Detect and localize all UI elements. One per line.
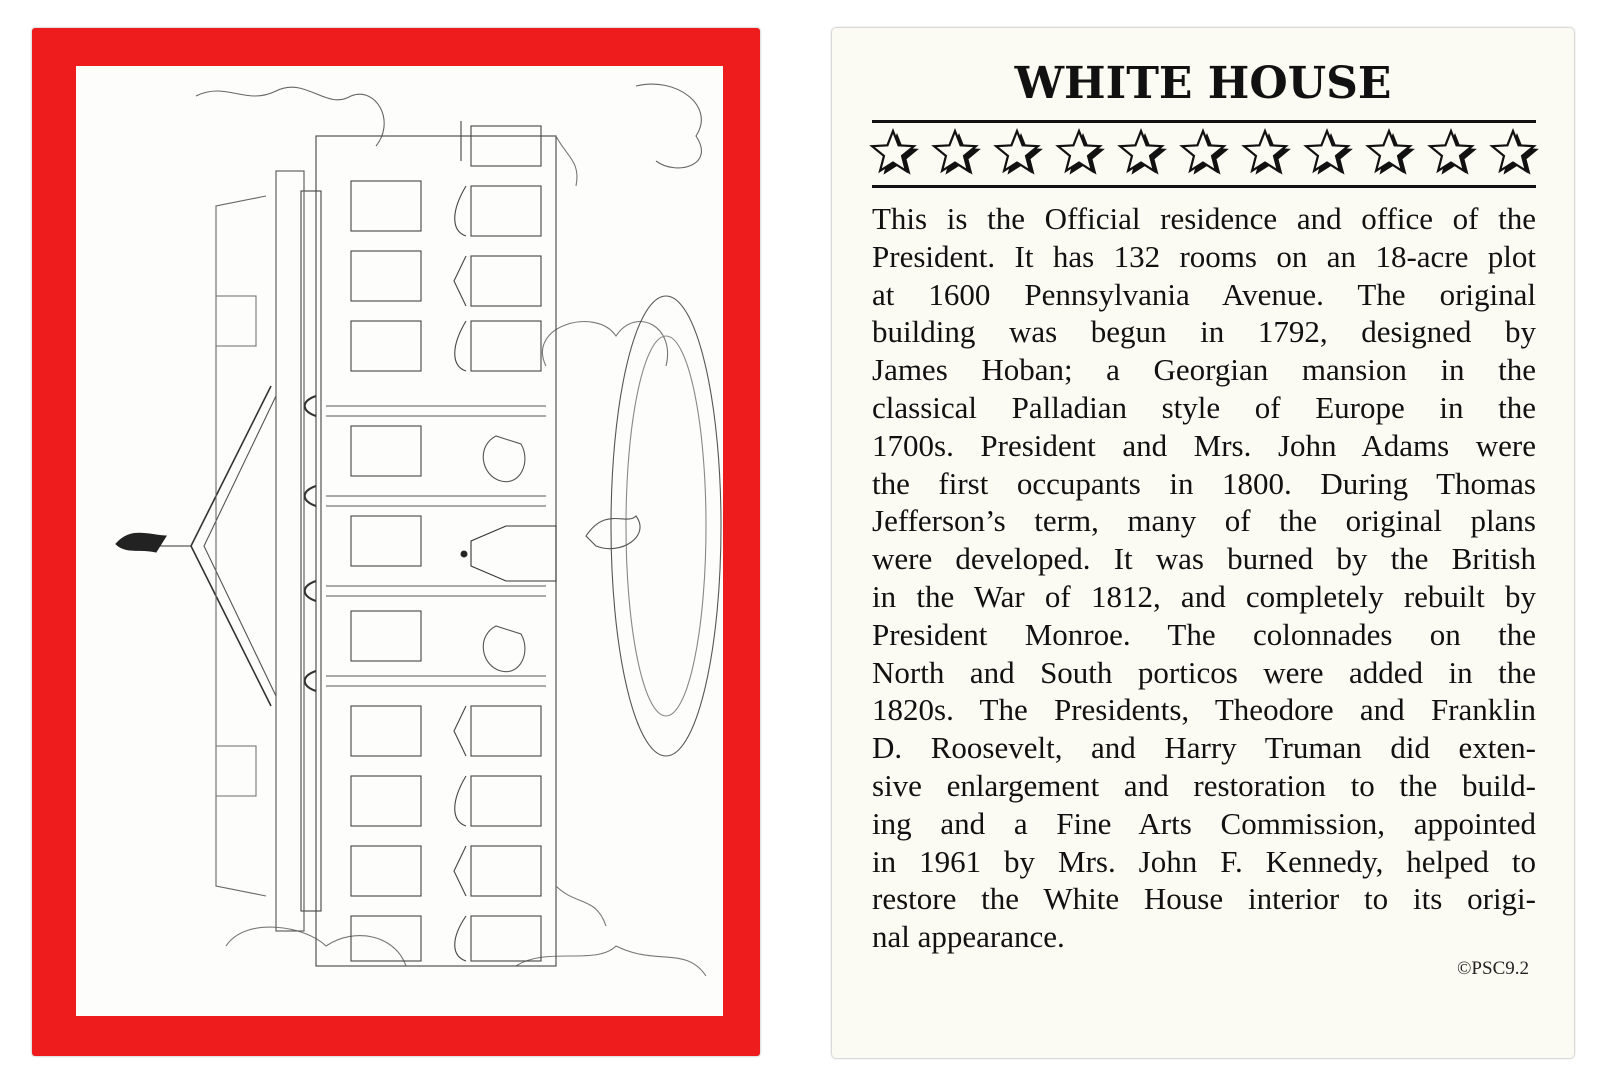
description-line: 1820s. The Presidents, Theodore and Franklin	[872, 692, 1536, 728]
divider-top	[872, 120, 1536, 123]
description-line: President Monroe. The colonnades on the	[872, 616, 1536, 652]
description-line: the first occupants in 1800. During Thomas	[872, 465, 1536, 501]
description-line: North and South porticos were added in the	[872, 654, 1536, 690]
description-line: James Hoban; a Georgian mansion in the	[872, 352, 1536, 388]
star-icon	[1116, 127, 1168, 179]
card-code: ©PSC9.2	[1457, 958, 1529, 979]
star-icon	[1178, 127, 1230, 179]
card-front	[32, 28, 760, 1056]
star-icon	[1364, 127, 1416, 179]
description-line: Jefferson’s term, many of the original plans	[872, 503, 1536, 539]
star-icon	[992, 127, 1044, 179]
star-icon	[1488, 127, 1540, 179]
description-line: restore the White House interior to its origi-	[872, 881, 1536, 917]
description-line: nal appearance.	[872, 919, 1065, 955]
card-back	[832, 28, 1574, 1058]
star-icon	[1426, 127, 1478, 179]
description-line: D. Roosevelt, and Harry Truman did exten-	[872, 730, 1536, 766]
description-line: President. It has 132 rooms on an 18-acre plot	[872, 238, 1536, 274]
description-line: were developed. It was burned by the British	[872, 541, 1536, 577]
description-line: ing and a Fine Arts Commission, appointed	[872, 805, 1536, 841]
description-line: at 1600 Pennsylvania Avenue. The original	[872, 276, 1536, 312]
star-icon	[1240, 127, 1292, 179]
description-line: classical Palladian style of Europe in the	[872, 389, 1536, 425]
star-icon	[1054, 127, 1106, 179]
description-line: sive enlargement and restoration to the build-	[872, 767, 1536, 803]
description-text	[872, 200, 1536, 956]
description-line: in the War of 1812, and completely rebuilt by	[872, 578, 1536, 614]
star-icon	[868, 127, 920, 179]
star-row	[868, 127, 1540, 179]
description-line: 1700s. President and Mrs. John Adams were	[872, 427, 1536, 463]
card-title: WHITE HOUSE	[1014, 58, 1392, 109]
star-icon	[1302, 127, 1354, 179]
star-icon	[930, 127, 982, 179]
divider-bottom	[872, 185, 1536, 188]
description-line: in 1961 by Mrs. John F. Kennedy, helped to	[872, 843, 1536, 879]
description-line: building was begun in 1792, designed by	[872, 314, 1536, 350]
description-line: This is the Official residence and office of the	[872, 201, 1536, 236]
white-house-drawing	[76, 66, 723, 1016]
